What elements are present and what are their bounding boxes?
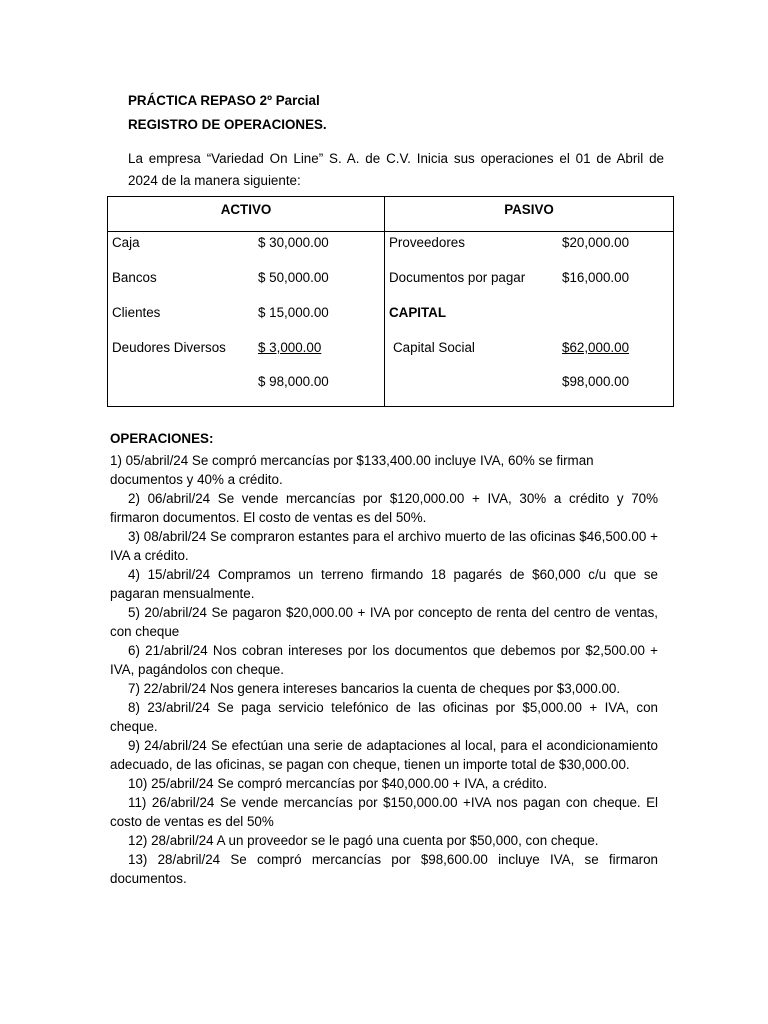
list-item: [110, 451, 658, 489]
activo-header: ACTIVO: [220, 202, 272, 217]
pasivo-proveedores-name: Proveedores: [389, 235, 465, 250]
list-item: 8) 23/abril/24 Se paga servicio telefónico de las oficinas por $5,000.00 + IVA, con cheque.: [110, 700, 658, 734]
pasivo-documentos-amount: $16,000.00: [562, 270, 630, 285]
operaciones-title: OPERACIONES:: [110, 431, 214, 446]
activo-caja-name: Caja: [112, 235, 140, 250]
list-item: 10) 25/abril/24 Se compró mercancías por $40,000.00 + IVA, a crédito.: [128, 776, 548, 791]
pasivo-documentos-name: Documentos por pagar: [389, 270, 526, 285]
list-item: 13) 28/abril/24 Se compró mercancías por $98,600.00 incluye IVA, se firmaron documentos.: [110, 852, 658, 886]
activo-clientes-name: Clientes: [112, 305, 161, 320]
table-header-divider: [108, 231, 673, 232]
activo-deudores-name: Deudores Diversos: [112, 340, 226, 355]
list-item: 4) 15/abril/24 Compramos un terreno firmando 18 pagarés de $60,000 c/u que se pagaran mensualmente.: [110, 567, 658, 601]
balance-table: [107, 196, 674, 407]
list-item: 9) 24/abril/24 Se efectúan una serie de adaptaciones al local, para el acondicionamiento adecuado, de las oficinas, se pagan con cheque, tienen un importe total de $30,000.00.: [110, 738, 658, 772]
pasivo-proveedores-amount: $20,000.00: [562, 235, 630, 250]
list-item: 5) 20/abril/24 Se pagaron $20,000.00 + IVA por concepto de renta del centro de ventas, con cheque: [110, 605, 658, 639]
activo-bancos-amount: $ 50,000.00: [258, 270, 329, 285]
intro-line-2: 2024 de la manera siguiente:: [128, 173, 301, 188]
table-column-divider: [384, 197, 385, 406]
list-item: 11) 26/abril/24 Se vende mercancías por $150,000.00 +IVA nos pagan con cheque. El costo de ventas es del 50%: [110, 795, 658, 829]
list-item: 6) 21/abril/24 Nos cobran intereses por los documentos que debemos por $2,500.00 + IVA, pagándolos con cheque.: [110, 643, 658, 677]
list-item: 2) 06/abril/24 Se vende mercancías por $120,000.00 + IVA, 30% a crédito y 70% firmaron documentos. El costo de ventas es del 50%.: [110, 491, 658, 525]
list-item-number: 1): [110, 453, 122, 468]
activo-caja-amount: $ 30,000.00: [258, 235, 329, 250]
activo-deudores-amount: $ 3,000.00: [258, 340, 322, 355]
pasivo-total: $98,000.00: [562, 374, 630, 389]
activo-bancos-name: Bancos: [112, 270, 157, 285]
document-title: PRÁCTICA REPASO 2º Parcial: [128, 93, 320, 108]
intro-paragraph: [128, 148, 664, 192]
pasivo-header: PASIVO: [504, 202, 554, 217]
list-item-text: 05/abril/24 Se compró mercancías por $133,400.00 incluye IVA, 60% se firman: [125, 453, 594, 468]
list-item: 12) 28/abril/24 A un proveedor se le pagó una cuenta por $50,000, con cheque.: [128, 833, 599, 848]
list-item: 3) 08/abril/24 Se compraron estantes para el archivo muerto de las oficinas $46,500.00 + IVA a crédito.: [110, 529, 658, 563]
operaciones-list: [110, 451, 658, 888]
capital-header: CAPITAL: [389, 305, 447, 320]
document-subtitle: REGISTRO DE OPERACIONES.: [128, 117, 327, 132]
list-item-text-continued: documentos y 40% a crédito.: [110, 472, 283, 487]
intro-line-1: La empresa “Variedad On Line” S. A. de C.V. Inicia sus operaciones el 01 de Abril de: [128, 151, 664, 166]
capital-social-name: Capital Social: [393, 340, 475, 355]
list-item: 7) 22/abril/24 Nos genera intereses bancarios la cuenta de cheques por $3,000.00.: [128, 681, 621, 696]
capital-social-amount: $62,000.00: [562, 340, 630, 355]
activo-total: $ 98,000.00: [258, 374, 329, 389]
activo-clientes-amount: $ 15,000.00: [258, 305, 329, 320]
